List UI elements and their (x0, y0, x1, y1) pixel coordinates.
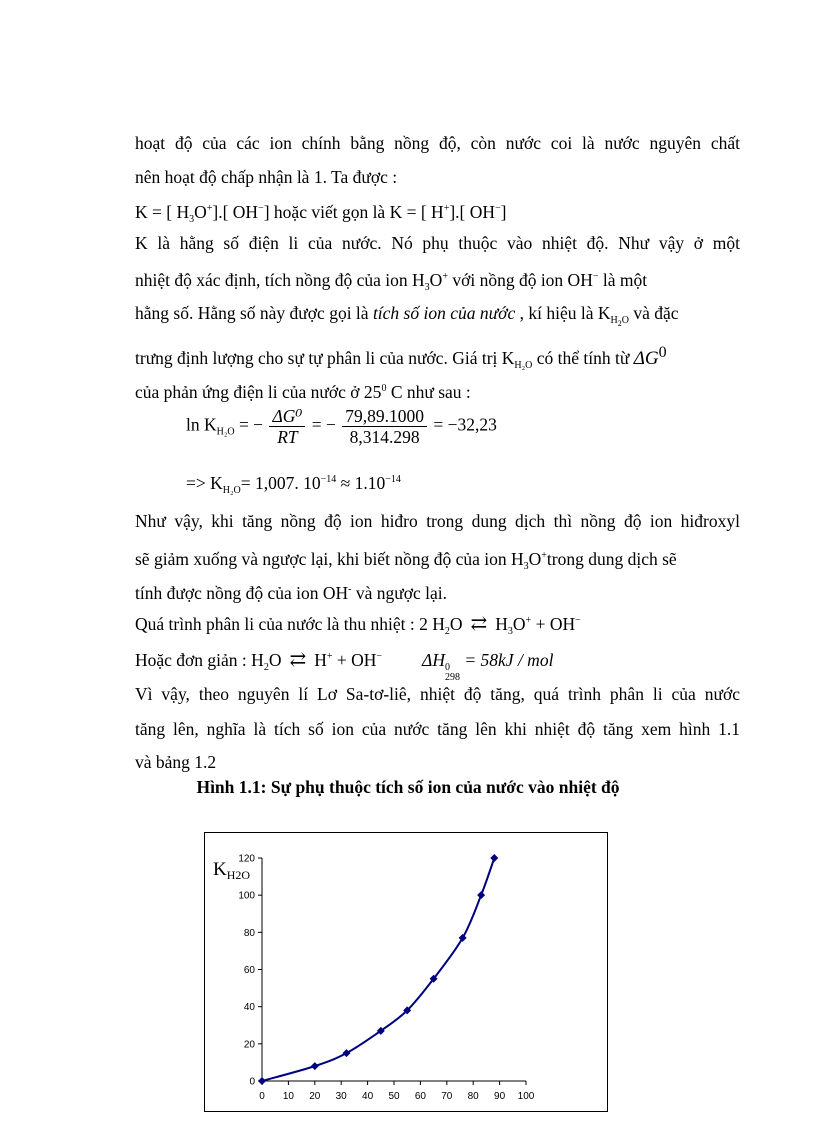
y-tick-label: 120 (238, 853, 255, 865)
y-tick-label: 0 (249, 1076, 255, 1088)
ln-equation: $\ln K_{H_2O}$ = − $\frac{\text{ΔG⁰}}{RT}$ = − $\frac{79,89.1000}{8,314.298}$ = −32,23 (186, 406, 497, 447)
k-equation: K = [ $H_3O^+$].[ OH−] hoặc viết gọn là K = [ H+].[ OH−] (135, 202, 507, 225)
y-tick-label: 80 (243, 927, 255, 939)
y-tick-label: 60 (243, 965, 255, 976)
paragraph-line: tăng lên, nghĩa là tích số ion của nước tăng lên khi nhiệt độ tăng xem hình 1.1 (135, 719, 740, 739)
series-line (262, 858, 494, 1081)
data-point (258, 1077, 266, 1085)
data-point (311, 1062, 319, 1070)
x-tick-label: 30 (335, 1091, 347, 1102)
paragraph-line: trưng định lượng cho sự tự phân li của nước. Giá trị $K_{H_2O}$ có thể tính từ ΔG0 (135, 344, 667, 371)
chart-frame (204, 832, 608, 1112)
x-tick-label: 100 (517, 1091, 535, 1102)
paragraph-line: Như vậy, khi tăng nồng độ ion hiđro trong dung dịch thì nồng độ ion hiđroxyl (135, 511, 740, 531)
data-point (477, 891, 485, 899)
fraction: $\frac{\text{ΔG⁰}}{RT}$ (269, 406, 305, 447)
paragraph-line: tính được nồng độ của ion OH- và ngược lại. (135, 583, 448, 603)
x-tick-label: 0 (259, 1091, 265, 1102)
x-tick-label: 80 (467, 1091, 479, 1102)
equilibrium-arrow-icon: ⇄ (289, 649, 307, 671)
y-tick-label: 100 (238, 890, 255, 902)
paragraph-line: hằng số. Hằng số này được gọi là tích số ion của nước , kí hiệu là $K_{H2O}$ và đặc (135, 303, 679, 328)
paragraph-line: Vì vậy, theo nguyên lí Lơ Sa-tơ-liê, nhiệt độ tăng, quá trình phân li của nước (135, 684, 740, 704)
figure-caption: Hình 1.1: Sự phụ thuộc tích số ion của nước vào nhiệt độ (196, 777, 620, 797)
x-tick-label: 20 (309, 1091, 321, 1102)
y-axis-label: $K_{H2O}$ (213, 859, 251, 882)
paragraph-line: hoạt độ của các ion chính bằng nồng độ, còn nước coi là nước nguyên chất (135, 133, 740, 153)
paragraph-line: K là hằng số điện li của nước. Nó phụ thuộc vào nhiệt độ. Như vậy ở một (135, 233, 740, 253)
italic-term: tích số ion của nước (372, 303, 516, 323)
x-tick-label: 40 (362, 1091, 374, 1102)
kw-equation: => $K_{H_2O}= 1,007$. $10^{-14} \approx 1.10^{-14}$ (186, 473, 401, 496)
x-tick-label: 10 (282, 1091, 294, 1102)
paragraph-line: sẽ giảm xuống và ngược lại, khi biết nồng độ của ion $H_3O^+trong$ dung dịch sẽ (135, 549, 677, 572)
data-point (342, 1049, 350, 1057)
x-tick-label: 60 (414, 1091, 426, 1102)
x-tick-label: 70 (441, 1091, 453, 1102)
chart (205, 833, 607, 1111)
fraction: $\frac{79,89.1000}{8,314.298}$ (342, 406, 427, 447)
paragraph-line: nhiệt độ xác định, tích nồng độ của ion $H_3O^+$ với nồng độ ion OH− là một (135, 270, 648, 293)
reaction-line: Hoặc đơn giản : $H_2O$ ⇄ H+ + OH− ΔH 0 298 = 58kJ / mol (135, 649, 554, 683)
paragraph-line: và bảng 1.2 (135, 752, 217, 772)
reaction-line: Quá trình phân li của nước là thu nhiệt : 2 $H_2O$ ⇄ $H_3O^+ + OH^-$ (135, 613, 581, 637)
paragraph-line: của phản ứng điện li của nước ở $25^0$ C như sau : (135, 382, 471, 402)
equilibrium-arrow-icon: ⇄ (470, 613, 488, 635)
y-tick-label: 40 (243, 1002, 255, 1014)
data-point (490, 854, 498, 862)
x-tick-label: 90 (494, 1091, 506, 1102)
y-tick-label: 20 (243, 1039, 255, 1051)
paragraph-line: nên hoạt độ chấp nhận là 1. Ta được : (135, 167, 398, 187)
x-tick-label: 50 (388, 1091, 400, 1102)
